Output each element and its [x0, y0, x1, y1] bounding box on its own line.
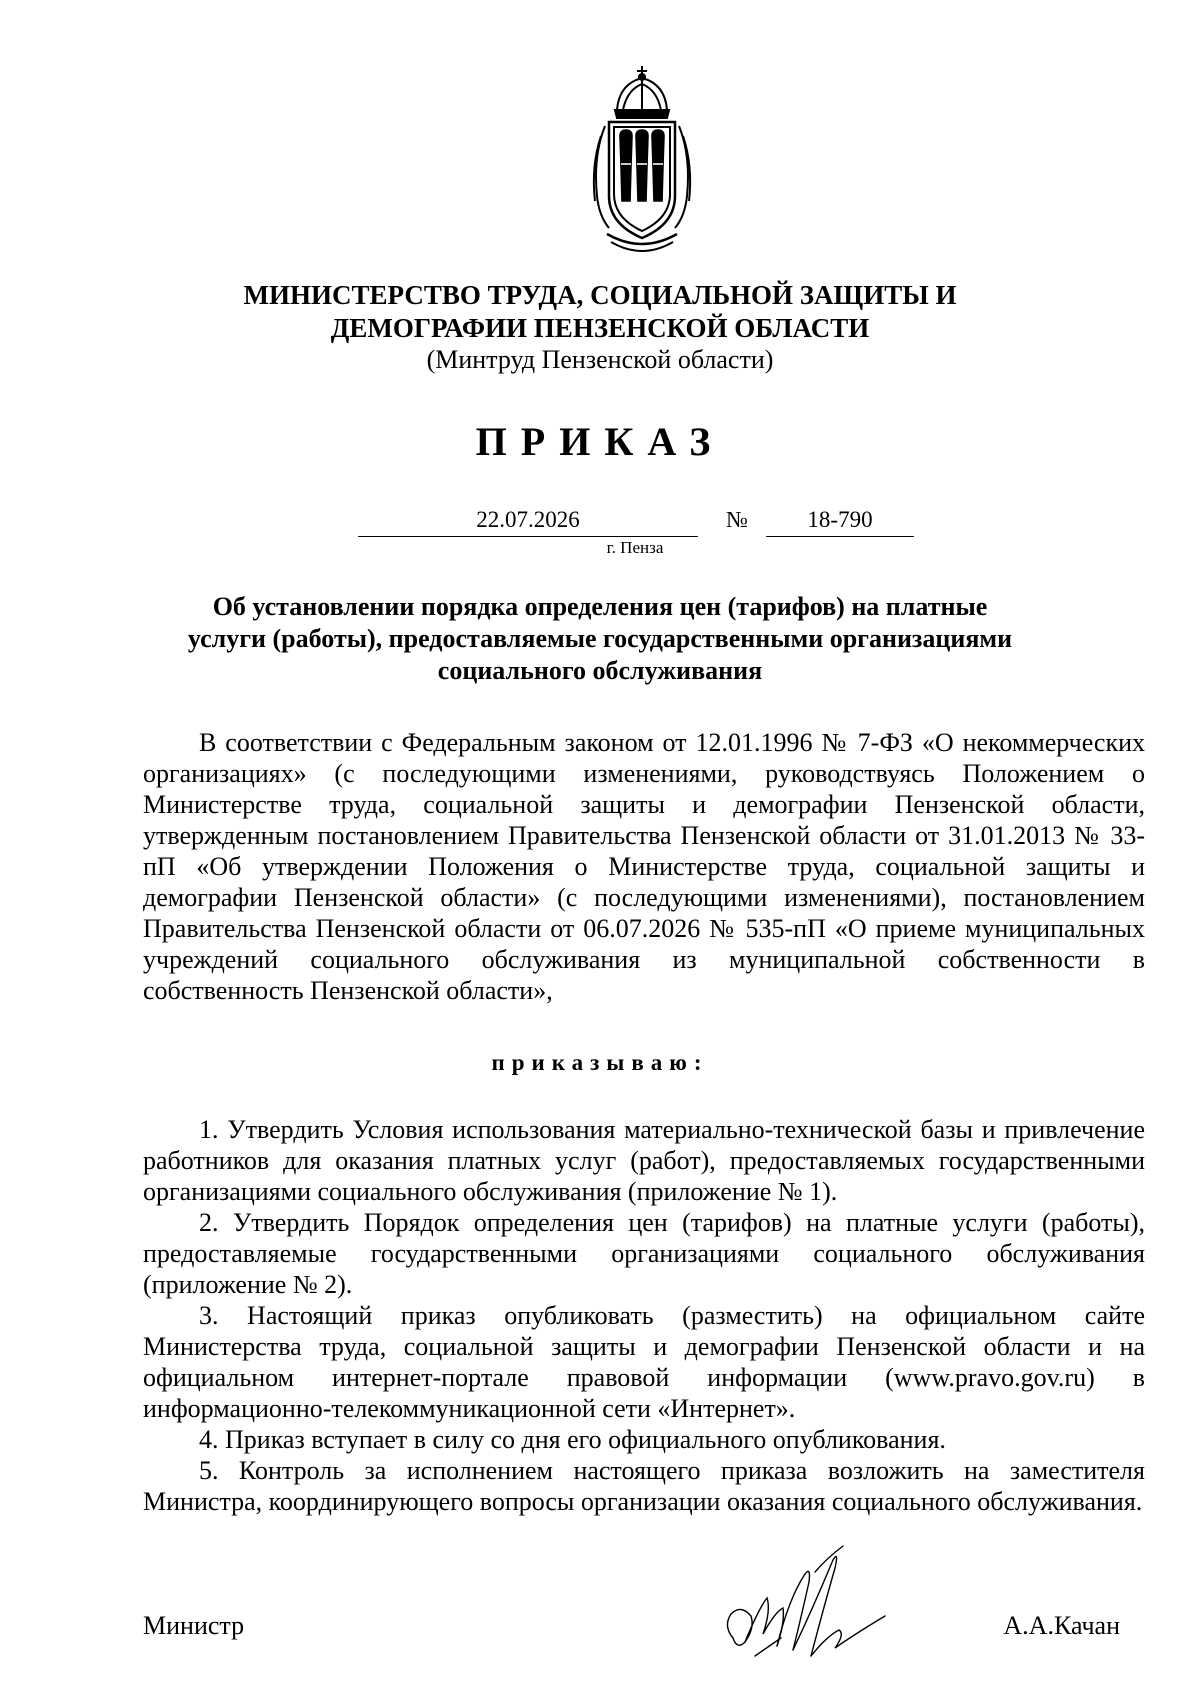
order-item-3: 3. Настоящий приказ опубликовать (разместить) на официальном сайте Министерства труда, социальной защиты и демографии Пензенской области и на официальном интернет-портале правовой информации (www.pravo.gov.ru) в информационно-телекоммуникационной сети «Интернет».: [143, 1301, 1145, 1423]
subject-line3: социального обслуживания: [437, 656, 763, 685]
number-underline: [766, 536, 914, 537]
ministry-short-name: (Минтруд Пензенской области): [426, 345, 774, 374]
preamble-paragraph: В соответствии с Федеральным законом от 12.01.1996 № 7-ФЗ «О некоммерческих организациях» (с последующими изменениями, руководствуясь Положением о Министерстве труда, социальной защиты и демографии Пензенской области, утвержденным постановлением Правительства Пензенской области от 31.01.2013 № 33-пП «Об утверждении Положения о Министерстве труда, социальной защиты и демографии Пензенской области» (с последующими изменениями), постановлением Правительства Пензенской области от 06.07.2026 № 535-пП «О приеме муниципальных учреждений социального обслуживания из муниципальной собственности в собственность Пензенской области»,: [143, 728, 1145, 1005]
signatory-name: А.А.Качан: [1003, 1611, 1120, 1640]
order-word: приказываю:: [491, 1050, 709, 1075]
order-item-1: 1. Утвердить Условия использования материально-технической базы и привлечение работников для оказания платных услуг (работ), предоставляемых государственными организациями социального обслуживания (приложение № 1).: [143, 1115, 1145, 1206]
coat-of-arms-icon: [587, 66, 697, 254]
order-item-5: 5. Контроль за исполнением настоящего приказа возложить на заместителя Министра, координирующего вопросы организации оказания социального обслуживания.: [143, 1456, 1145, 1516]
subject-line2: услуги (работы), предоставляемые государственными организациями: [187, 624, 1013, 653]
signatory-title: Министр: [143, 1611, 245, 1640]
date-underline: [358, 536, 698, 537]
handwritten-signature-icon: [715, 1538, 895, 1688]
document-type-title: ПРИКАЗ: [475, 419, 725, 464]
order-date: 22.07.2026: [476, 507, 580, 532]
city-label: г. Пенза: [606, 538, 664, 557]
subject-line1: Об установлении порядка определения цен (тарифов) на платные: [212, 592, 988, 621]
number-sign: №: [726, 507, 748, 532]
order-item-2: 2. Утвердить Порядок определения цен (тарифов) на платные услуги (работы), предоставляемые государственными организациями социального обслуживания (приложение № 2).: [143, 1208, 1145, 1299]
ministry-name-line1: МИНИСТЕРСТВО ТРУДА, СОЦИАЛЬНОЙ ЗАЩИТЫ И: [243, 280, 957, 310]
order-item-4: 4. Приказ вступает в силу со дня его официального опубликования.: [199, 1425, 946, 1454]
order-number: 18-790: [807, 507, 873, 532]
ministry-name-line2: ДЕМОГРАФИИ ПЕНЗЕНСКОЙ ОБЛАСТИ: [330, 313, 870, 343]
